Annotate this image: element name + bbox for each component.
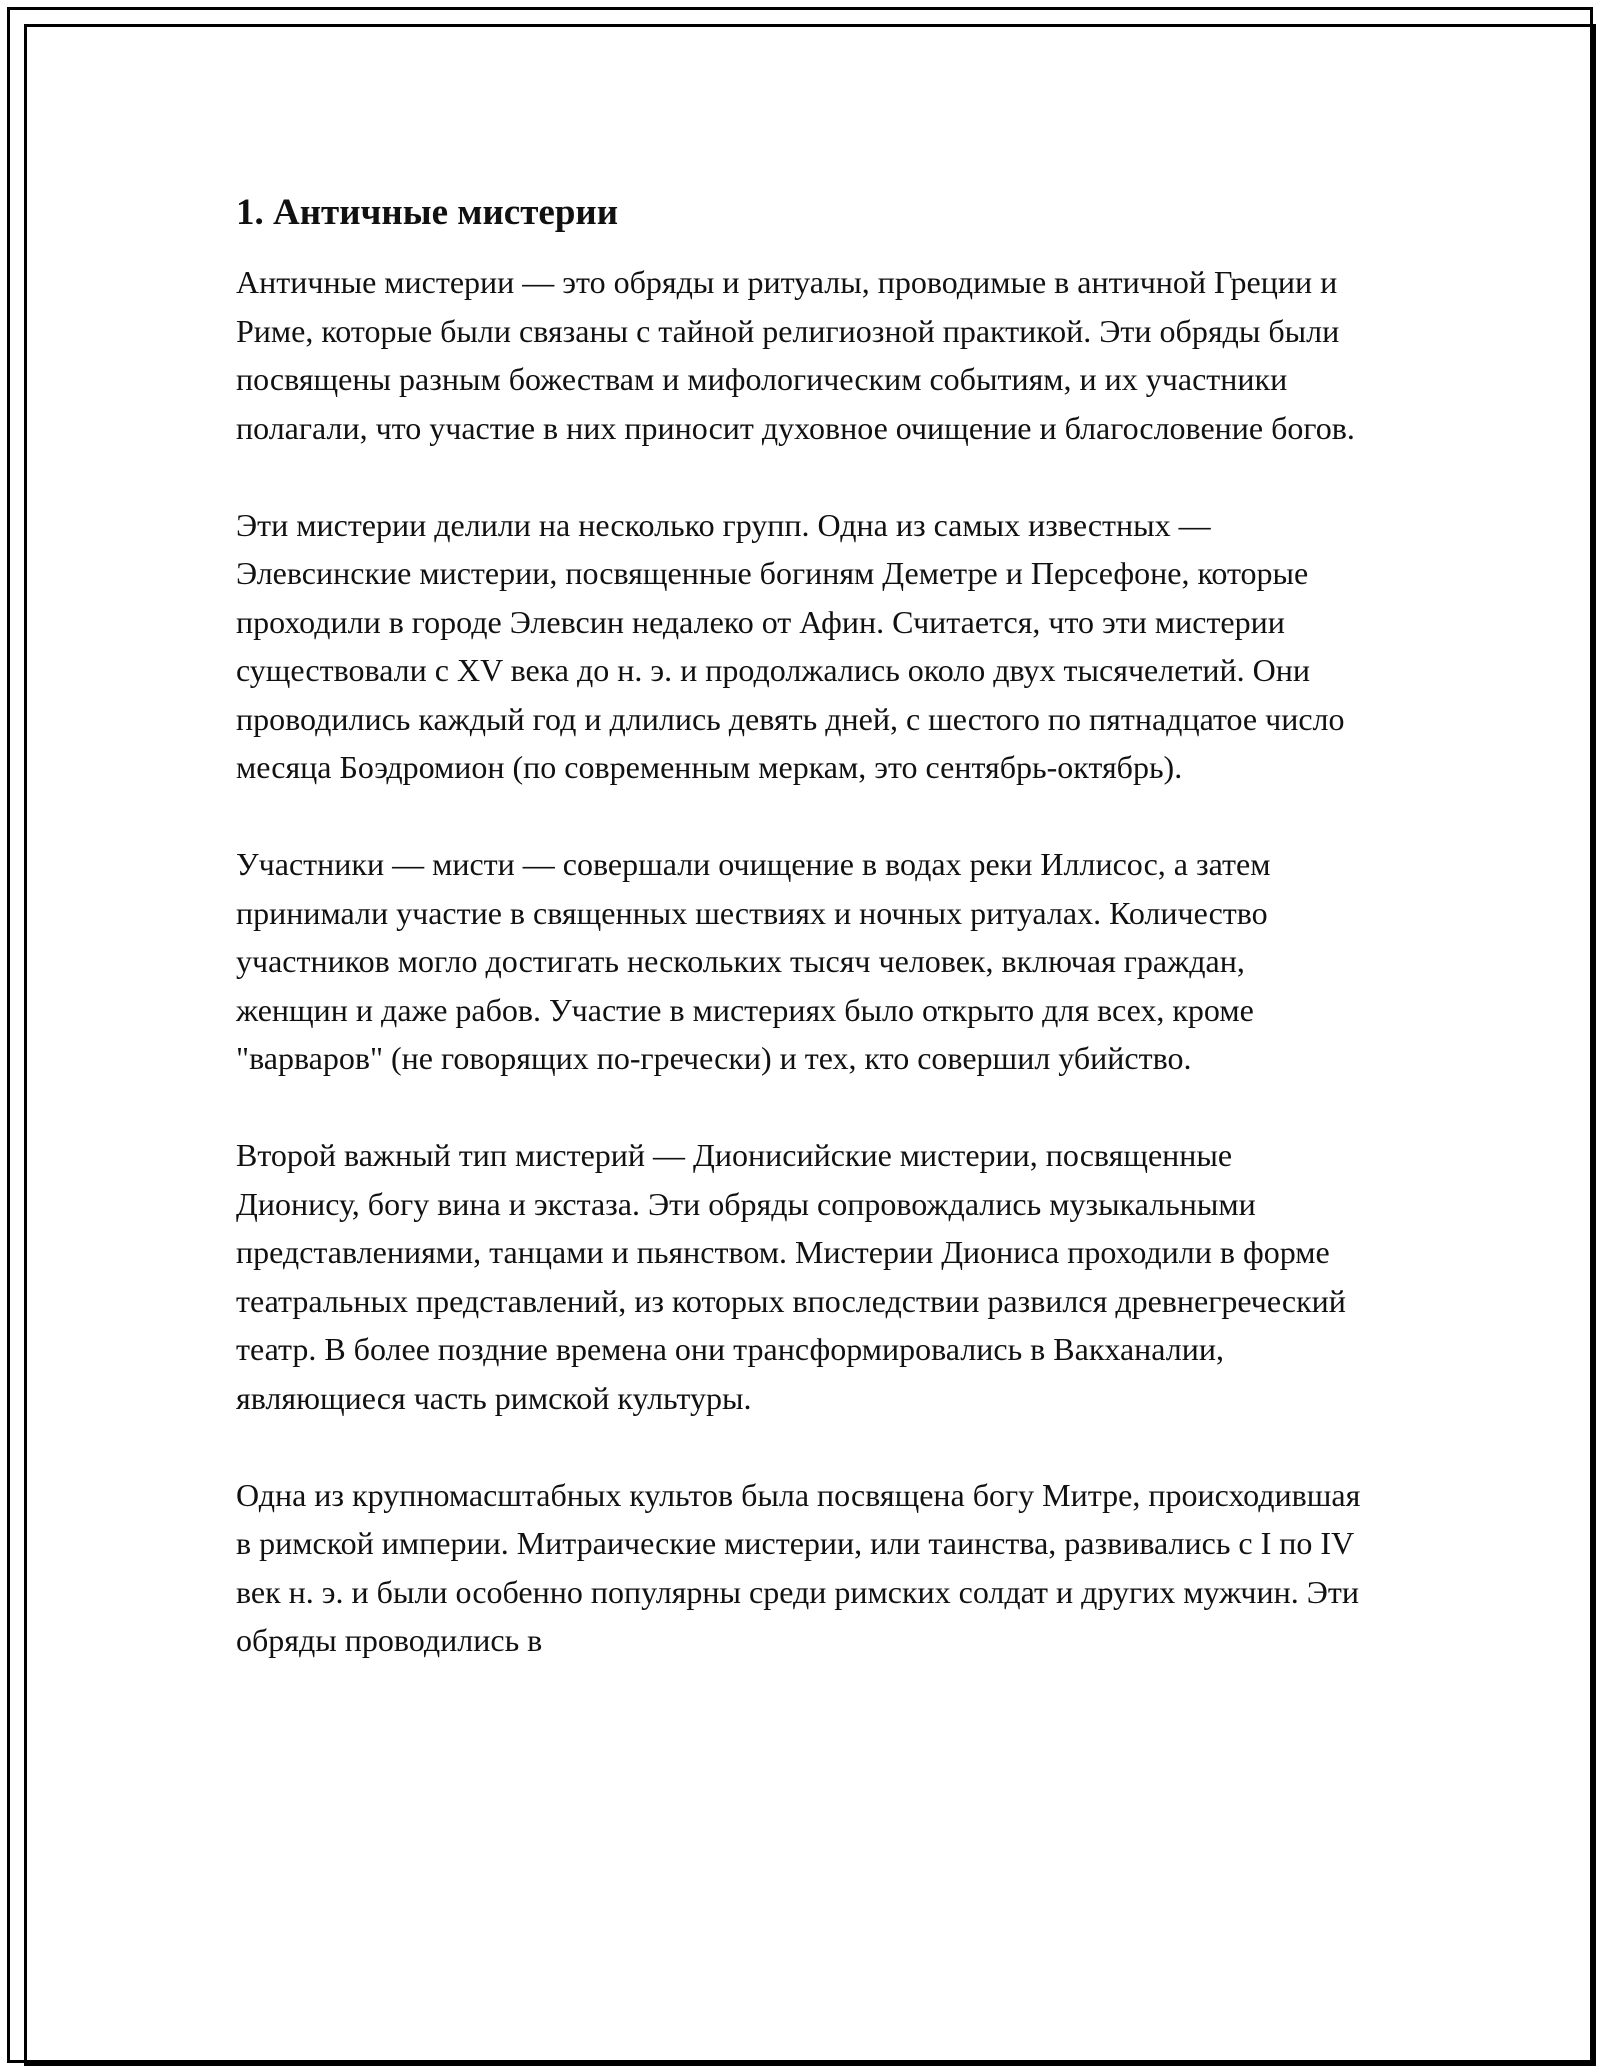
paragraph-dionysian-mysteries: Второй важный тип мистерий — Дионисийские мистерии, посвященные Дионису, богу вина и экстаза. Эти обряды сопровождались музыкальными представлениями, танцами и пьянством. Мистерии Диониса проходили в форме театральных представлений, из которых впоследствии развился древнегреческий театр. В более поздние времена они трансформировались в Вакханалии, являющиеся часть римской культуры. <box>236 1137 1346 1416</box>
paragraph-mithraic-mysteries: Одна из крупномасштабных культов была посвящена богу Митре, происходившая в римской империи. Митраические мистерии, или таинства, развивались с I по IV век н. э. и были особенно популярны среди римских солдат и других мужчин. Эти обряды проводились в <box>236 1476 1361 1658</box>
section-title: 1. Античные мистерии <box>236 192 619 233</box>
paragraph-eleusinian-mysteries: Эти мистерии делили на несколько групп. Одна из самых известных — Элевсинские мистерии, посвященные богиням Деметре и Персефоне, которые проходили в городе Элевсин недалеко от Афин. Считается, что эти мистерии существовали с XV века до н. э. и продолжались около двух тысячелетий. Они проводились каждый год и длились девять дней, с шестого по пятнадцатое число месяца Боэдромион (по современным меркам, это сентябрь-октябрь). <box>236 506 1345 785</box>
paragraph-intro: Античные мистерии — это обряды и ритуалы, проводимые в античной Греции и Риме, которые были связаны с тайной религиозной практикой. Эти обряды были посвящены разным божествам и мифологическим событиям, и их участники полагали, что участие в них приносит духовное очищение и благословение богов. <box>236 264 1355 446</box>
document-body <box>236 186 1361 1713</box>
paragraph-participants: Участники — мисти — совершали очищение в водах реки Иллисос, а затем принимали участие в священных шествиях и ночных ритуалах. Количество участников могло достигать нескольких тысяч человек, включая граждан, женщин и даже рабов. Участие в мистериях было открыто для всех, кроме "варваров" (не говорящих по-гречески) и тех, кто совершил убийство. <box>236 846 1271 1076</box>
